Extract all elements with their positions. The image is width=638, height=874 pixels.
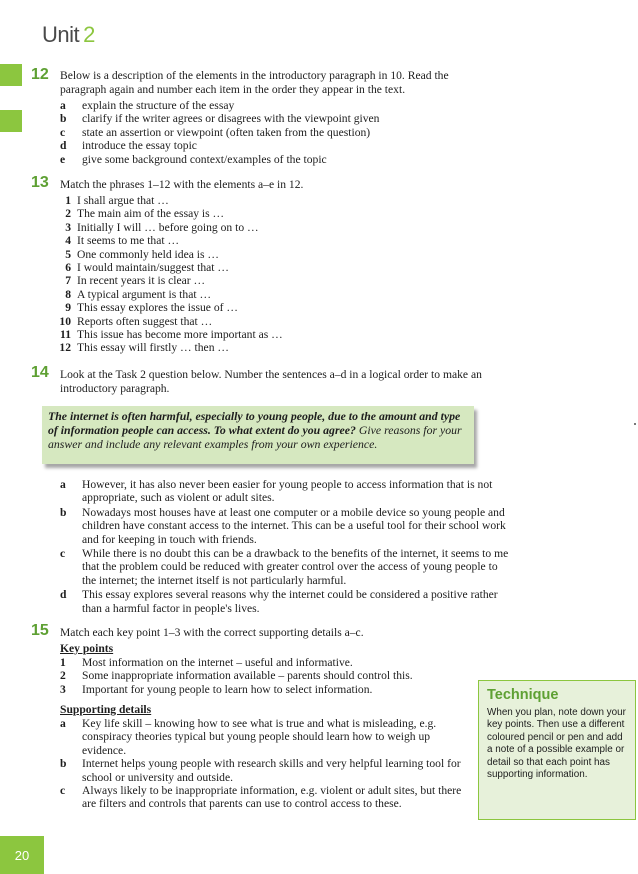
list-item: 11 This issue has become more important as … (60, 328, 283, 342)
exercise-12-list (60, 99, 480, 166)
task-question: The internet is often harmful, especially to young people, due to the amount and type of information people can access. To what extent do you agree? (48, 409, 461, 437)
technique-heading: Technique (487, 687, 559, 703)
list-item: 2 The main aim of the essay is … (65, 207, 225, 221)
unit-title (42, 22, 95, 48)
list-item: 1 I shall argue that … (65, 194, 169, 207)
exercise-14-instruction: Look at the Task 2 question below. Number the sentences a–d in a logical order to make an introductory paragraph. (60, 368, 482, 395)
unit-number: 2 (83, 22, 95, 47)
list-item: 9 This essay explores the issue of … (65, 301, 238, 315)
exercise-13-list (55, 194, 475, 355)
scan-mark (634, 423, 636, 425)
list-item: e give some background context/examples of the topic (60, 152, 327, 166)
margin-tab (0, 110, 22, 132)
task-question-instructions: Give reasons for your answer and include any relevant examples from your own experience. (48, 423, 462, 451)
page-number: 20 (0, 836, 44, 874)
exercise-13-number: 13 (31, 174, 49, 191)
supporting-details-heading: Supporting details (60, 703, 152, 716)
exercise-15-instruction: Match each key point 1–3 with the correct supporting details a–c. (60, 626, 364, 639)
supporting-details-list (60, 717, 464, 811)
list-item: c state an assertion or viewpoint (often taken from the question) (60, 125, 371, 139)
list-item: 10 Reports often suggest that … (59, 314, 213, 328)
exercise-13-instruction: Match the phrases 1–12 with the elements a–e in 12. (60, 178, 304, 191)
list-item: 2 Some inappropriate information available – parents should control this. (60, 669, 413, 683)
key-points-heading: Key points (60, 642, 114, 655)
list-item: b clarify if the writer agrees or disagrees with the viewpoint given (60, 112, 380, 126)
key-points-list (60, 656, 470, 696)
list-item: b Nowadays most houses have at least one computer or a mobile device so young people and children have constant access to the internet. This can be a useful tool for their school work and for keeping in touch with friends. (60, 505, 506, 546)
list-item: c While there is no doubt this can be a drawback to the benefits of the internet, it seems to me that the problem could be reduced with greater control over the access of young people to the internet; the internet itself is not particularly harmful. (60, 547, 509, 587)
list-item: b Internet helps young people with research skills and very helpful learning tool for school or university and outside. (60, 757, 461, 784)
list-item: 6 I would maintain/suggest that … (65, 261, 229, 275)
list-item: 7 In recent years it is clear … (65, 274, 206, 288)
list-item: 8 A typical argument is that … (65, 287, 212, 301)
technique-box (478, 680, 636, 820)
margin-tab (0, 64, 22, 86)
exercise-12-instruction: Below is a description of the elements in the introductory paragraph in 10. Read the paragraph again and number each item in the order they appear in the text. (60, 69, 449, 96)
list-item: 12 This essay will firstly … then … (59, 341, 229, 355)
list-item: 4 It seems to me that … (65, 234, 180, 248)
list-item: 1 Most information on the internet – useful and informative. (60, 656, 353, 669)
task-question-box (42, 406, 474, 464)
list-item: d This essay explores several reasons why the internet could be considered a positive rather than a harmful factor in people's lives. (60, 588, 498, 615)
list-item: 3 Initially I will … before going on to … (65, 220, 259, 234)
exercise-14-list (60, 478, 514, 616)
list-item: a explain the structure of the essay (60, 99, 235, 112)
list-item: d introduce the essay topic (60, 139, 197, 153)
technique-body: When you plan, note down your key points. Then use a different coloured pencil or pen and add a note of a possible example or detail so that each point has supporting information. (487, 707, 626, 781)
list-item: a However, it has also never been easier for young people to access information that is not appropriate, such as violent or adult sites. (60, 478, 493, 505)
list-item: a Key life skill – knowing how to see what is true and what is misleading, e.g. conspiracy theories typical but young people should learn how to weigh up evidence. (60, 717, 437, 757)
exercise-15-number: 15 (31, 622, 49, 639)
exercise-14-number: 14 (31, 364, 49, 381)
list-item: 3 Important for young people to learn how to select information. (60, 682, 373, 696)
unit-label: Unit (42, 22, 80, 47)
exercise-12-number: 12 (31, 66, 49, 83)
list-item: c Always likely to be inappropriate information, e.g. violent or adult sites, but there are filters and controls that parents can use to control access to these. (60, 784, 462, 811)
list-item: 5 One commonly held idea is … (65, 247, 219, 261)
